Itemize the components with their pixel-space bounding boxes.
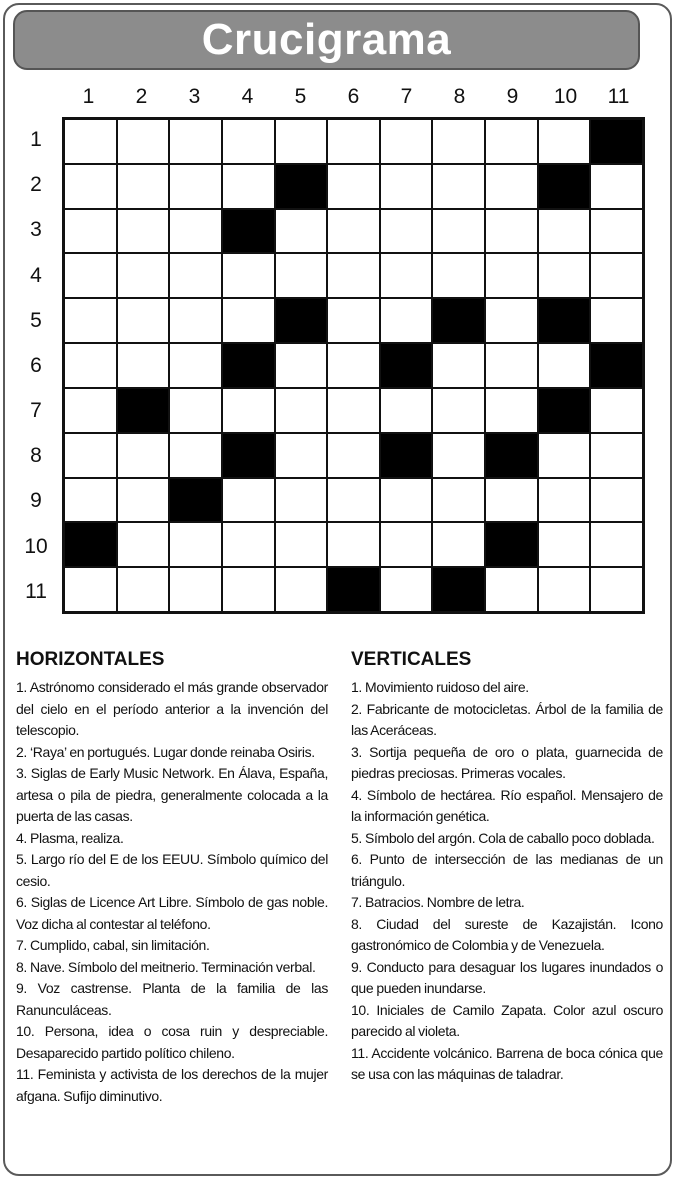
grid-cell[interactable] (222, 253, 275, 298)
grid-cell-black (117, 388, 170, 433)
grid-cell[interactable] (485, 343, 538, 388)
grid-cell-black (590, 343, 643, 388)
grid-cell[interactable] (275, 478, 328, 523)
grid-cell[interactable] (64, 388, 117, 433)
grid-cell[interactable] (380, 388, 433, 433)
column-number: 7 (400, 85, 413, 108)
grid-cell[interactable] (169, 298, 222, 343)
grid-cell[interactable] (485, 119, 538, 164)
grid-cell-black (538, 298, 591, 343)
grid-cell[interactable] (380, 209, 433, 254)
page-title: Crucigrama (201, 15, 452, 64)
grid-cell[interactable] (327, 433, 380, 478)
down-clues-section (351, 648, 663, 1086)
across-clues-section (16, 648, 328, 1107)
grid-cell[interactable] (117, 433, 170, 478)
grid-cell[interactable] (432, 119, 485, 164)
grid-cell-black (485, 522, 538, 567)
grid-cell[interactable] (169, 567, 222, 612)
down-clue: 2. Fabricante de motocicletas. Árbol de la familia de las Aceráceas. (351, 700, 663, 738)
across-clue: 8. Nave. Símbolo del meitnerio. Terminación verbal. (16, 958, 316, 975)
grid-cell-black (538, 164, 591, 209)
grid-cell[interactable] (327, 388, 380, 433)
column-number: 9 (506, 85, 519, 108)
grid-cell[interactable] (590, 478, 643, 523)
across-clue: 7. Cumplido, cabal, sin limitación. (16, 937, 210, 953)
down-clue: 6. Punto de intersección de las medianas de un triángulo. (351, 851, 663, 889)
grid-cell[interactable] (485, 298, 538, 343)
down-clue: 9. Conducto para desaguar los lugares inundados o que pueden inundarse. (351, 958, 663, 996)
row-number: 4 (30, 263, 42, 287)
grid-cell[interactable] (485, 478, 538, 523)
grid-cell[interactable] (222, 567, 275, 612)
down-clue: 5. Símbolo del argón. Cola de caballo poco doblada. (351, 829, 655, 846)
grid-cell[interactable] (590, 522, 643, 567)
column-number: 2 (135, 85, 148, 108)
crossword-grid (62, 117, 645, 614)
grid-cell[interactable] (327, 253, 380, 298)
grid-cell[interactable] (432, 522, 485, 567)
grid-cell[interactable] (590, 298, 643, 343)
grid-cell[interactable] (222, 388, 275, 433)
grid-cell[interactable] (590, 567, 643, 612)
grid-cell[interactable] (432, 164, 485, 209)
grid-cell[interactable] (117, 298, 170, 343)
down-clue: 3. Sortija pequeña de oro o plata, guarnecida de piedras preciosas. Primeras vocales. (351, 743, 663, 781)
grid-cell[interactable] (275, 119, 328, 164)
grid-cell[interactable] (222, 478, 275, 523)
grid-cell[interactable] (590, 209, 643, 254)
grid-cell[interactable] (538, 253, 591, 298)
grid-cell[interactable] (64, 478, 117, 523)
grid-cell[interactable] (538, 433, 591, 478)
grid-cell[interactable] (117, 164, 170, 209)
grid-cell[interactable] (117, 209, 170, 254)
grid-cell[interactable] (169, 433, 222, 478)
column-number: 5 (294, 85, 307, 108)
across-clue: 4. Plasma, realiza. (16, 829, 124, 846)
grid-cell[interactable] (275, 522, 328, 567)
grid-cell[interactable] (64, 298, 117, 343)
grid-cell-black (222, 433, 275, 478)
grid-cell[interactable] (64, 343, 117, 388)
grid-cell[interactable] (485, 567, 538, 612)
grid-cell[interactable] (590, 253, 643, 298)
grid-cell[interactable] (169, 164, 222, 209)
column-number: 1 (82, 85, 95, 108)
grid-cell[interactable] (275, 567, 328, 612)
down-clue-list (351, 677, 663, 1086)
grid-cell-black (222, 209, 275, 254)
grid-cell[interactable] (538, 119, 591, 164)
row-number: 11 (25, 579, 47, 603)
grid-cell[interactable] (117, 119, 170, 164)
grid-cell[interactable] (222, 119, 275, 164)
grid-cell[interactable] (327, 119, 380, 164)
column-number: 6 (347, 85, 360, 108)
grid-cell[interactable] (432, 253, 485, 298)
row-number: 6 (30, 353, 42, 377)
grid-cell[interactable] (590, 388, 643, 433)
grid-cell[interactable] (169, 343, 222, 388)
grid-cell[interactable] (485, 164, 538, 209)
grid-cell[interactable] (432, 433, 485, 478)
grid-cell[interactable] (432, 388, 485, 433)
across-clue: 3. Siglas de Early Music Network. En Álava, España, artesa o pila de piedra, generalmente colocada a la puerta de las casas. (16, 765, 328, 824)
grid-cell[interactable] (169, 119, 222, 164)
grid-cell[interactable] (169, 253, 222, 298)
down-clue: 8. Ciudad del sureste de Kazajistán. Icono gastronómico de Colombia y de Venezuela. (351, 915, 663, 953)
column-number: 4 (241, 85, 254, 108)
grid-cell[interactable] (327, 209, 380, 254)
grid-cell[interactable] (380, 478, 433, 523)
grid-cell[interactable] (327, 522, 380, 567)
row-number: 7 (30, 399, 42, 423)
grid-cell[interactable] (169, 522, 222, 567)
grid-cell[interactable] (432, 209, 485, 254)
grid-cell[interactable] (222, 298, 275, 343)
grid-cell-black (485, 433, 538, 478)
down-clue: 10. Iniciales de Camilo Zapata. Color azul oscuro parecido al violeta. (351, 1001, 663, 1039)
grid-cell-black (275, 298, 328, 343)
grid-cell[interactable] (275, 209, 328, 254)
column-number: 8 (453, 85, 466, 108)
grid-cell-black (432, 567, 485, 612)
down-clue: 7. Batracios. Nombre de letra. (351, 894, 525, 910)
grid-cell-black (538, 388, 591, 433)
grid-cell[interactable] (538, 522, 591, 567)
across-clue: 10. Persona, idea o cosa ruin y despreciable. Desaparecido partido político chileno. (16, 1023, 328, 1061)
grid-cell[interactable] (64, 209, 117, 254)
row-number: 10 (24, 534, 48, 558)
grid-cell[interactable] (380, 567, 433, 612)
grid-cell[interactable] (485, 253, 538, 298)
grid-cell[interactable] (275, 433, 328, 478)
grid-cell[interactable] (590, 433, 643, 478)
grid-cell-black (222, 343, 275, 388)
column-number: 11 (607, 85, 630, 108)
across-clue: 6. Siglas de Licence Art Libre. Símbolo de gas noble. Voz dicha al contestar al teléfono. (16, 894, 328, 932)
grid-cell[interactable] (117, 253, 170, 298)
grid-cell[interactable] (275, 253, 328, 298)
grid-cell[interactable] (275, 388, 328, 433)
across-clue: 1. Astrónomo considerado el más grande observador del cielo en el período anterior a la invención del telescopio. (16, 679, 328, 738)
grid-cell[interactable] (327, 343, 380, 388)
row-number: 3 (30, 218, 42, 242)
grid-cell[interactable] (64, 119, 117, 164)
grid-cell[interactable] (117, 343, 170, 388)
grid-cell-black (275, 164, 328, 209)
grid-cell-black (64, 522, 117, 567)
grid-cell[interactable] (485, 388, 538, 433)
grid-cell-black (590, 119, 643, 164)
grid-cell[interactable] (327, 164, 380, 209)
row-number: 1 (30, 128, 42, 151)
grid-cell[interactable] (64, 567, 117, 612)
grid-cell[interactable] (380, 119, 433, 164)
column-number: 3 (188, 85, 201, 108)
across-clue: 11. Feminista y activista de los derechos de la mujer afgana. Sufijo diminutivo. (16, 1066, 328, 1104)
across-clue-list (16, 677, 328, 1107)
across-clue: 9. Voz castrense. Planta de la familia de las Ranunculáceas. (16, 980, 328, 1018)
grid-cell-black (327, 567, 380, 612)
down-clue: 1. Movimiento ruidoso del aire. (351, 679, 529, 695)
down-clue: 11. Accidente volcánico. Barrena de boca cónica que se usa con las máquinas de taladrar. (351, 1044, 663, 1082)
grid-cell[interactable] (64, 433, 117, 478)
grid-cell-black (432, 298, 485, 343)
grid-cell[interactable] (380, 164, 433, 209)
grid-cell[interactable] (117, 522, 170, 567)
grid-cell[interactable] (538, 343, 591, 388)
grid-cell-black (380, 343, 433, 388)
down-heading: VERTICALES (351, 649, 472, 670)
grid-cell[interactable] (538, 567, 591, 612)
grid-cell[interactable] (380, 253, 433, 298)
grid-cell[interactable] (538, 478, 591, 523)
grid-cell[interactable] (432, 343, 485, 388)
grid-cell[interactable] (117, 478, 170, 523)
grid-cell-black (380, 433, 433, 478)
grid-cell[interactable] (327, 478, 380, 523)
row-number: 8 (30, 444, 42, 468)
grid-cell[interactable] (222, 164, 275, 209)
row-number: 9 (30, 489, 42, 513)
grid-cell[interactable] (64, 253, 117, 298)
down-clue: 4. Símbolo de hectárea. Río español. Mensajero de la información genética. (351, 786, 663, 824)
grid-cell[interactable] (275, 343, 328, 388)
column-number: 10 (553, 85, 578, 108)
grid-cell[interactable] (169, 388, 222, 433)
across-heading: HORIZONTALES (16, 649, 165, 670)
grid-cell[interactable] (327, 298, 380, 343)
grid-cell-black (169, 478, 222, 523)
across-clue: 2. ‘Raya’ en portugués. Lugar donde reinaba Osiris. (16, 743, 315, 760)
grid-cell[interactable] (169, 209, 222, 254)
grid-cell[interactable] (117, 567, 170, 612)
grid-cell[interactable] (380, 298, 433, 343)
across-clue: 5. Largo río del E de los EEUU. Símbolo químico del cesio. (16, 851, 328, 889)
grid-cell[interactable] (485, 209, 538, 254)
grid-cell[interactable] (380, 522, 433, 567)
grid-cell[interactable] (538, 209, 591, 254)
grid-cell[interactable] (432, 478, 485, 523)
row-number: 2 (30, 173, 42, 197)
grid-cell[interactable] (64, 164, 117, 209)
grid-cell[interactable] (590, 164, 643, 209)
row-number: 5 (30, 308, 42, 332)
title-banner (13, 10, 640, 70)
grid-cell[interactable] (222, 522, 275, 567)
